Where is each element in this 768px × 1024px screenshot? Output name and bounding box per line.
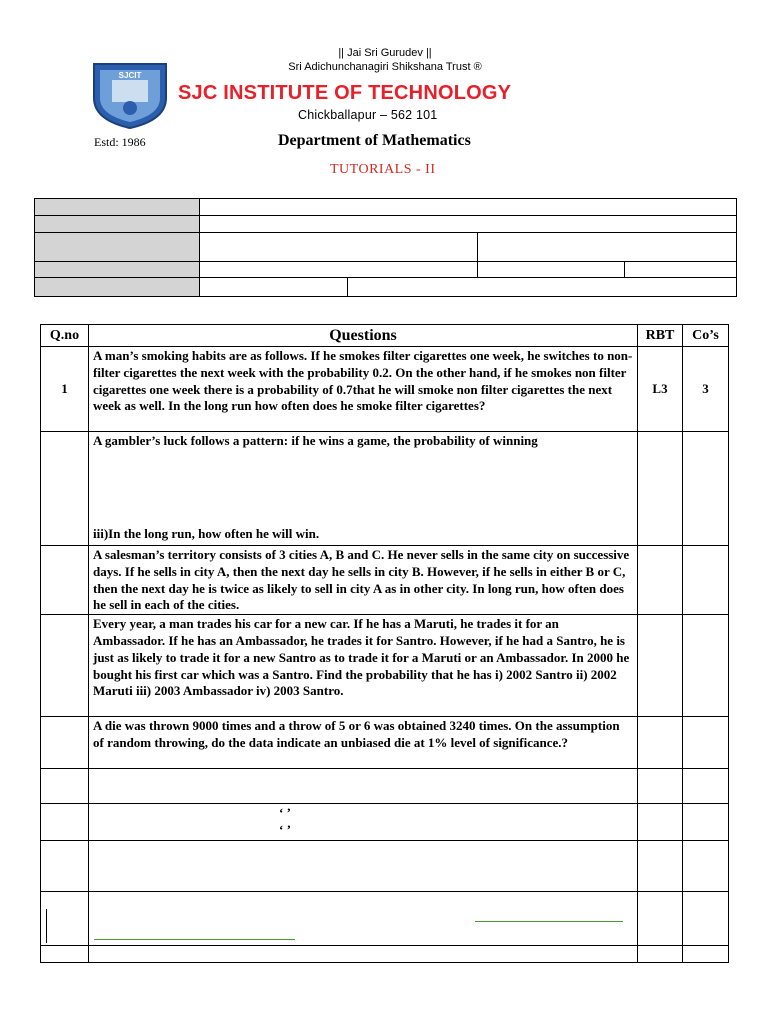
rbt-cell	[638, 717, 683, 769]
info-label-cell	[35, 216, 199, 232]
rbt-cell	[638, 615, 683, 717]
institute-name: SJC INSTITUTE OF TECHNOLOGY	[178, 82, 512, 104]
established-year: Estd: 1986	[94, 135, 146, 149]
question-cell	[89, 432, 638, 546]
invocation-text: || Jai Sri Gurudev ||	[338, 47, 432, 59]
info-grid	[34, 198, 737, 297]
info-label-cell	[35, 278, 199, 296]
table-header-row	[41, 325, 729, 347]
document-title: TUTORIALS - II	[330, 162, 436, 177]
question-text: A salesman’s territory consists of 3 cities A, B and C. He never sells in the same city on successive days. If he sells in city A, then the next day he sells in city B. However, if he sells in either B or C, then the next day he is twice as likely to sell in city A as in other city. In long run, how often does he sell in each of the cities.	[89, 546, 638, 615]
table-row	[41, 769, 729, 804]
institute-logo	[88, 58, 172, 130]
quote-marks: ‘ ’	[279, 821, 291, 837]
header-cos: Co’s	[683, 325, 729, 347]
green-underline	[475, 921, 623, 922]
question-text: A man’s smoking habits are as follows. If he smokes filter cigarettes one week, he switches to non-filter cigarettes the next week with the probability 0.2. On the other hand, if he smokes non filter cigarettes one week there is a probability of 0.7that he will smoke non filter cigarettes the next week as well. In the long run how often does he smoke filter cigarettes?	[89, 347, 638, 432]
qno-cell	[41, 615, 89, 717]
quote-marks: ‘ ’	[279, 805, 291, 821]
table-row	[41, 946, 729, 963]
info-label-cell	[35, 199, 199, 215]
header-questions: Questions	[89, 325, 638, 347]
cos-cell	[683, 546, 729, 615]
qno-cell	[41, 546, 89, 615]
question-text	[89, 841, 638, 892]
logo-text: SJCIT	[118, 71, 142, 80]
question-text	[89, 892, 638, 946]
table-row	[41, 804, 729, 841]
question-text: A gambler’s luck follows a pattern: if he wins a game, the probability of winning	[93, 433, 538, 448]
rbt-cell: L3	[638, 347, 683, 432]
cos-cell: 3	[683, 347, 729, 432]
rbt-cell	[638, 432, 683, 546]
question-text	[89, 769, 638, 804]
green-underline	[94, 939, 295, 940]
question-text: Every year, a man trades his car for a new car. If he has a Maruti, he trades it for an Ambassador. If he has an Ambassador, he trades it for Santro. However, if he had a Santro, he is just as likely to trade it for a new Santro as to trade it for a Maruti or an Ambassador. In 2000 he bought his first car which was a Santro. Find the probability that he has i) 2002 Santro ii) 2002 Maruti iii) 2003 Ambassador iv) 2003 Santro.	[89, 615, 638, 717]
table-row	[41, 892, 729, 946]
questions-table	[40, 324, 729, 963]
cos-cell	[683, 717, 729, 769]
trust-name: Sri Adichunchanagiri Shikshana Trust ®	[288, 61, 482, 73]
question-cell	[89, 804, 638, 841]
table-row	[41, 347, 729, 432]
rbt-cell	[638, 546, 683, 615]
qno-cell	[41, 717, 89, 769]
question-text: A die was thrown 9000 times and a throw of 5 or 6 was obtained 3240 times. On the assumption of random throwing, do the data indicate an unbiased die at 1% level of significance.?	[89, 717, 638, 769]
department-title: Department of Mathematics	[278, 132, 471, 149]
info-label-cell	[35, 262, 199, 277]
table-row	[41, 615, 729, 717]
info-label-cell	[35, 233, 199, 261]
qno-cell	[41, 432, 89, 546]
header-qno: Q.no	[41, 325, 89, 347]
table-row	[41, 432, 729, 546]
institute-city: Chickballapur – 562 101	[298, 108, 438, 122]
cos-cell	[683, 615, 729, 717]
qno-cell: 1	[41, 347, 89, 432]
table-row	[41, 841, 729, 892]
table-row	[41, 546, 729, 615]
cos-cell	[683, 432, 729, 546]
table-row	[41, 717, 729, 769]
header-rbt: RBT	[638, 325, 683, 347]
question-subpart: iii)In the long run, how often he will win.	[93, 526, 320, 542]
